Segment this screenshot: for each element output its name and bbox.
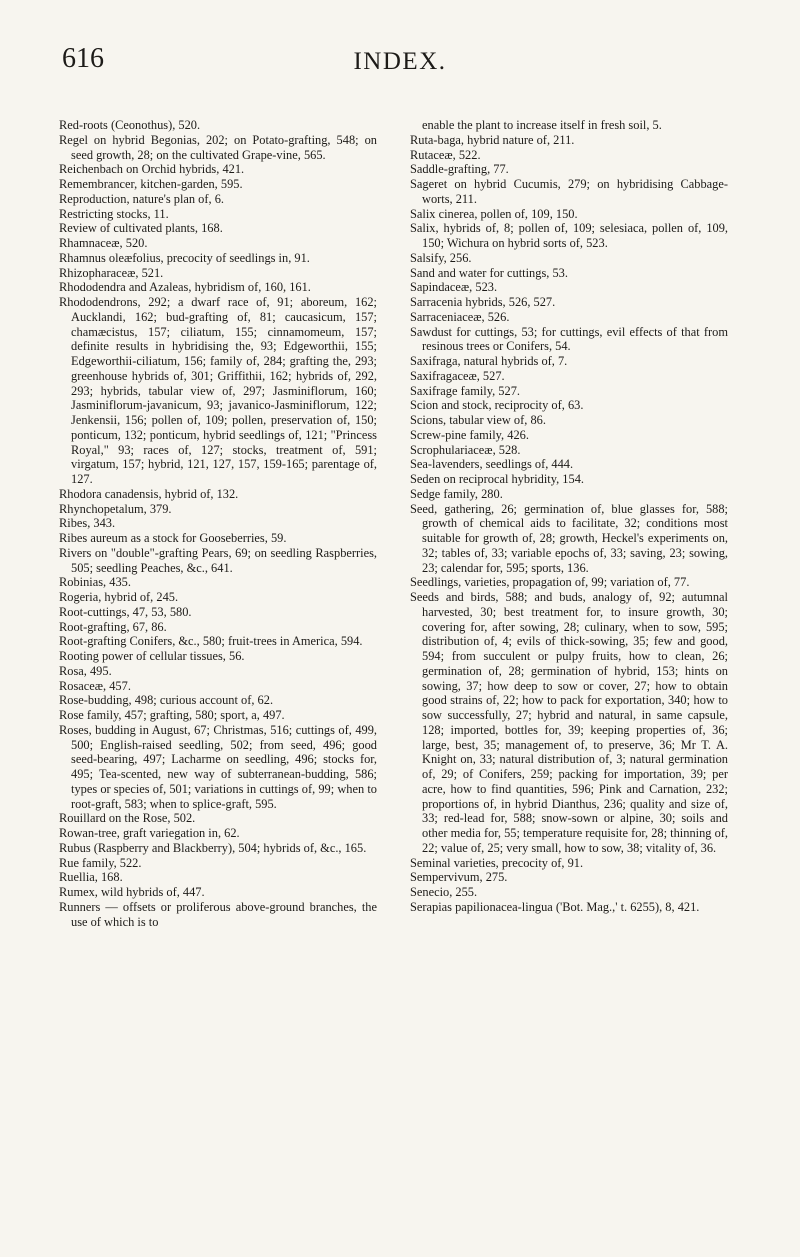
index-entry: Rhizopharaceæ, 521. (59, 265, 164, 280)
index-entry: Sapindaceæ, 523. (410, 280, 498, 295)
index-entry: Seed, gathering, 26; germination of, blue glasses for, 588; growth of chemical aids to facilitate, 32; conditions most suitable for growth of, 28; growth, Heckel's experiments on, 32; tables of, 33; variable epochs of, 33; saving, 23; sowing, 23; calendar for, 595; sports, 136. (410, 501, 728, 575)
index-entry: Robinias, 435. (59, 575, 131, 590)
index-entry: Rivers on "double"-grafting Pears, 69; on seedling Raspberries, 505; seedling Peaches, &c., 641. (59, 545, 377, 575)
index-entry: Rhododendrons, 292; a dwarf race of, 91; aboreum, 162; Aucklandi, 162; bud-grafting of, 81; caucasicum, 157; chamæcistus, 157; ciliatum, 155; cinnamomeum, 157; definite results in hybridising the, 93; Edgeworthii, 155; Edgeworthii-ciliatum, 156; family of, 284; grafting the, 293; greenhouse hybrids of, 301; Griffithii, 162; hybrids of, 292, 293; hybrids, tabular view of, 297; Jasminiflorum, 160; Jasminiflorum-javanicum, 93; javanico-Jasminiflorum, 122; Jenkensii, 156; pollen of, 109; pollen, preservation of, 150; ponticum, 132; ponticum, hybrid seedlings of, 121; "Princess Royal," 93; races of, 127; stocks, treatment of, 591; virgatum, 157; hybrid, 121, 127, 157, 159-165; parentage of, 127. (59, 295, 377, 486)
index-entry: Rosaceæ, 457. (59, 678, 131, 693)
index-entry: Rooting power of cellular tissues, 56. (59, 649, 245, 663)
index-entry: Seden on reciprocal hybridity, 154. (410, 472, 584, 486)
index-entry: Scion and stock, reciprocity of, 63. (410, 398, 584, 413)
index-entry: Roses, budding in August, 67; Christmas, 516; cuttings of, 499, 500; English-raised seedling, 502; from seed, 496; good seed-bearing, 497; Lacharme on seedling, 496; stocks for, 495; Tea-scented, new way of subterranean-budding, 586; types or species of, 501; variations in cuttings of, 99; when to root-graft, 583; when to splice-graft, 595. (59, 722, 377, 811)
index-entry: Rhynchopetalum, 379. (59, 501, 172, 516)
page-number: 616 (62, 43, 104, 74)
index-entry: Sarraceniaceæ, 526. (410, 309, 510, 324)
index-column-right (410, 118, 728, 915)
index-entry: Serapias papilionacea-lingua ('Bot. Mag.,' t. 6255), 8, 421. (410, 899, 700, 914)
index-entry: Rhododendra and Azaleas, hybridism of, 160, 161. (59, 280, 311, 295)
index-entry: Ribes aureum as a stock for Gooseberries, 59. (59, 531, 287, 545)
index-entry: Sea-lavenders, seedlings of, 444. (410, 457, 574, 472)
index-entry: Review of cultivated plants, 168. (59, 221, 223, 236)
index-entry: Scions, tabular view of, 86. (410, 413, 546, 427)
index-entry: Seedlings, varieties, propagation of, 99; variation of, 77. (410, 575, 690, 590)
index-entry: enable the plant to increase itself in fresh soil, 5. (422, 118, 662, 132)
index-entry: Rose-budding, 498; curious account of, 62. (59, 693, 274, 708)
index-entry: Ribes, 343. (59, 516, 116, 531)
running-head: INDEX. (353, 48, 447, 75)
index-entry: Seeds and birds, 588; and buds, analogy of, 92; autumnal harvested, 30; best treatment for, to insure growth, 30; covering for, after sowing, 28; culinary, when to sow, 595; distribution of, 4; evils of thick-sowing, 35; few and good, 594; from succulent or pulpy fruits, how to clean, 26; germination of, 28; germination of hybrid, 153; hints on sowing, 37; how deep to sow or cover, 27; how to obtain good strains of, 22; how to pack for exportation, 340; how to sow successfully, 27; hybrid and natural, in same capsule, 128; imported, bottles for, 39; keeping properties of, 36; large, best, 35; management of, to preserve, 36; Mr T. A. Knight on, 33; natural distribution of, 3; natural germination of, 29; of Conifers, 259; packing for importation, 39; per acre, how to find quantities, 596; Pink and Carnation, 232; proportions of, in hybrid Dianthus, 236; quality and size of, 33; red-lead for, 588; snow-sown or alpine, 30; soils and other media for, 55; temperature requisite for, 28; thinning of, 22; value of, 25; very small, how to sow, 38; vitality of, 36. (410, 590, 728, 855)
index-column-left (59, 118, 377, 929)
index-entry: Rhamnaceæ, 520. (59, 236, 148, 250)
index-entry: Rhodora canadensis, hybrid of, 132. (59, 486, 239, 501)
index-entry: Screw-pine family, 426. (410, 427, 529, 442)
index-entry: Rouillard on the Rose, 502. (59, 811, 196, 826)
index-entry: Ruellia, 168. (59, 870, 123, 885)
index-entry: Rumex, wild hybrids of, 447. (59, 885, 205, 899)
index-entry: Rogeria, hybrid of, 245. (59, 590, 179, 604)
index-entry: Runners — offsets or proliferous above-ground branches, the use of which is to (59, 899, 377, 929)
index-entry: Rue family, 522. (59, 855, 142, 870)
index-entry: Reichenbach on Orchid hybrids, 421. (59, 162, 245, 177)
page-header (0, 0, 800, 90)
index-entry: Sageret on hybrid Cucumis, 279; on hybridising Cabbage-worts, 211. (410, 177, 728, 206)
index-entry: Rowan-tree, graft variegation in, 62. (59, 826, 240, 840)
index-entry: Rosa, 495. (59, 663, 112, 678)
index-entry: Rose family, 457; grafting, 580; sport, a, 497. (59, 708, 285, 722)
index-entry: Rhamnus oleæfolius, precocity of seedlings in, 91. (59, 250, 310, 265)
index-entry: Root-grafting Conifers, &c., 580; fruit-trees in America, 594. (59, 634, 363, 649)
index-entry: Saxifragaceæ, 527. (410, 368, 505, 383)
index-entry: Sempervivum, 275. (410, 870, 508, 885)
index-entry: Rutaceæ, 522. (410, 147, 481, 162)
index-entry: Salix cinerea, pollen of, 109, 150. (410, 206, 578, 221)
index-entry: Regel on hybrid Begonias, 202; on Potato-grafting, 548; on seed growth, 28; on the cultivated Grape-vine, 565. (59, 132, 377, 162)
index-entry: Seminal varieties, precocity of, 91. (410, 855, 584, 870)
index-entry: Remembrancer, kitchen-garden, 595. (59, 177, 243, 191)
index-entry: Salsify, 256. (410, 250, 472, 265)
index-entry: Rubus (Raspberry and Blackberry), 504; hybrids of, &c., 165. (59, 840, 367, 855)
index-entry: Reproduction, nature's plan of, 6. (59, 191, 224, 206)
index-entry: Ruta-baga, hybrid nature of, 211. (410, 132, 575, 147)
index-entry: Sedge family, 280. (410, 486, 503, 501)
index-entry: Saxifraga, natural hybrids of, 7. (410, 354, 568, 368)
index-entry: Senecio, 255. (410, 885, 478, 899)
index-entry: Red-roots (Ceonothus), 520. (59, 118, 201, 132)
index-entry: Restricting stocks, 11. (59, 206, 169, 221)
index-entry: Sarracenia hybrids, 526, 527. (410, 295, 556, 309)
index-entry: Saxifrage family, 527. (410, 383, 520, 398)
index-entry: Root-cuttings, 47, 53, 580. (59, 604, 192, 619)
index-entry: Root-grafting, 67, 86. (59, 619, 167, 634)
index-entry: Saddle-grafting, 77. (410, 162, 509, 177)
index-entry: Scrophulariaceæ, 528. (410, 442, 521, 457)
index-entry: Sand and water for cuttings, 53. (410, 265, 568, 280)
index-entry: Sawdust for cuttings, 53; for cuttings, evil effects of that from resinous trees or Conifers, 54. (410, 324, 728, 354)
index-entry: Salix, hybrids of, 8; pollen of, 109; selesiaca, pollen of, 109, 150; Wichura on hybrid sorts of, 523. (410, 221, 728, 250)
